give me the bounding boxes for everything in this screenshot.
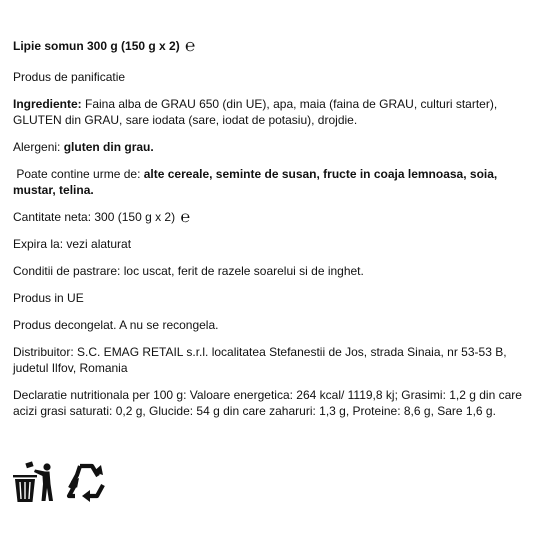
frozen-note: Produs decongelat. A nu se recongela. xyxy=(13,318,219,332)
ingredients-heading: Ingrediente: xyxy=(13,97,82,111)
net-quantity-text: Cantitate neta: 300 (150 g x 2) xyxy=(13,210,176,224)
product-title-text: Lipie somun 300 g (150 g x 2) xyxy=(13,39,180,53)
origin-info: Produs in UE xyxy=(13,291,84,305)
allergens-value: gluten din grau. xyxy=(63,140,154,154)
traces-prefix: Poate contine urme de: xyxy=(13,167,144,181)
packaging-symbols xyxy=(12,461,110,503)
storage-conditions: Conditii de pastrare: loc uscat, ferit de razele soarelui si de inghet. xyxy=(13,264,364,278)
product-title xyxy=(13,38,523,54)
product-category: Produs de panificatie xyxy=(13,70,126,84)
recycle-icon xyxy=(62,461,110,503)
distributor-info: Distribuitor: S.C. EMAG RETAIL s.r.l. localitatea Stefanestii de Jos, strada Sinaia, nr 53-53 B, judetul Ilfov, Romania xyxy=(13,345,507,375)
expiry-info: Expira la: vezi alaturat xyxy=(13,237,132,251)
net-quantity xyxy=(13,209,523,225)
ingredients-paragraph xyxy=(13,96,523,128)
net-quantity-estimated-sign: ℮ xyxy=(180,209,191,226)
nutrition-declaration: Declaratie nutritionala per 100 g: Valoare energetica: 264 kcal/ 1119,8 kj; Grasimi: 1,2 g din care acizi grasi saturati: 0,2 g, Glucide: 54 g din care zaharuri: 1,3 g, Proteine: 8,6 g, Sare 1,6 g. xyxy=(13,388,522,418)
allergens-prefix: Alergeni: xyxy=(13,140,64,154)
allergens-paragraph xyxy=(13,139,523,155)
label-text-block xyxy=(13,38,523,430)
estimated-sign: ℮ xyxy=(185,36,196,55)
traces-paragraph xyxy=(13,166,523,198)
ingredients-text: Faina alba de GRAU 650 (din UE), apa, maia (faina de GRAU, culturi starter), GLUTEN din GRAU, sare iodata (sare, iodat de potasiu), drojdie. xyxy=(13,97,498,127)
tidyman-bin-icon xyxy=(12,461,56,503)
traces-value: alte cereale, seminte de susan, fructe in coaja lemnoasa, soia, mustar, telina. xyxy=(13,167,498,197)
